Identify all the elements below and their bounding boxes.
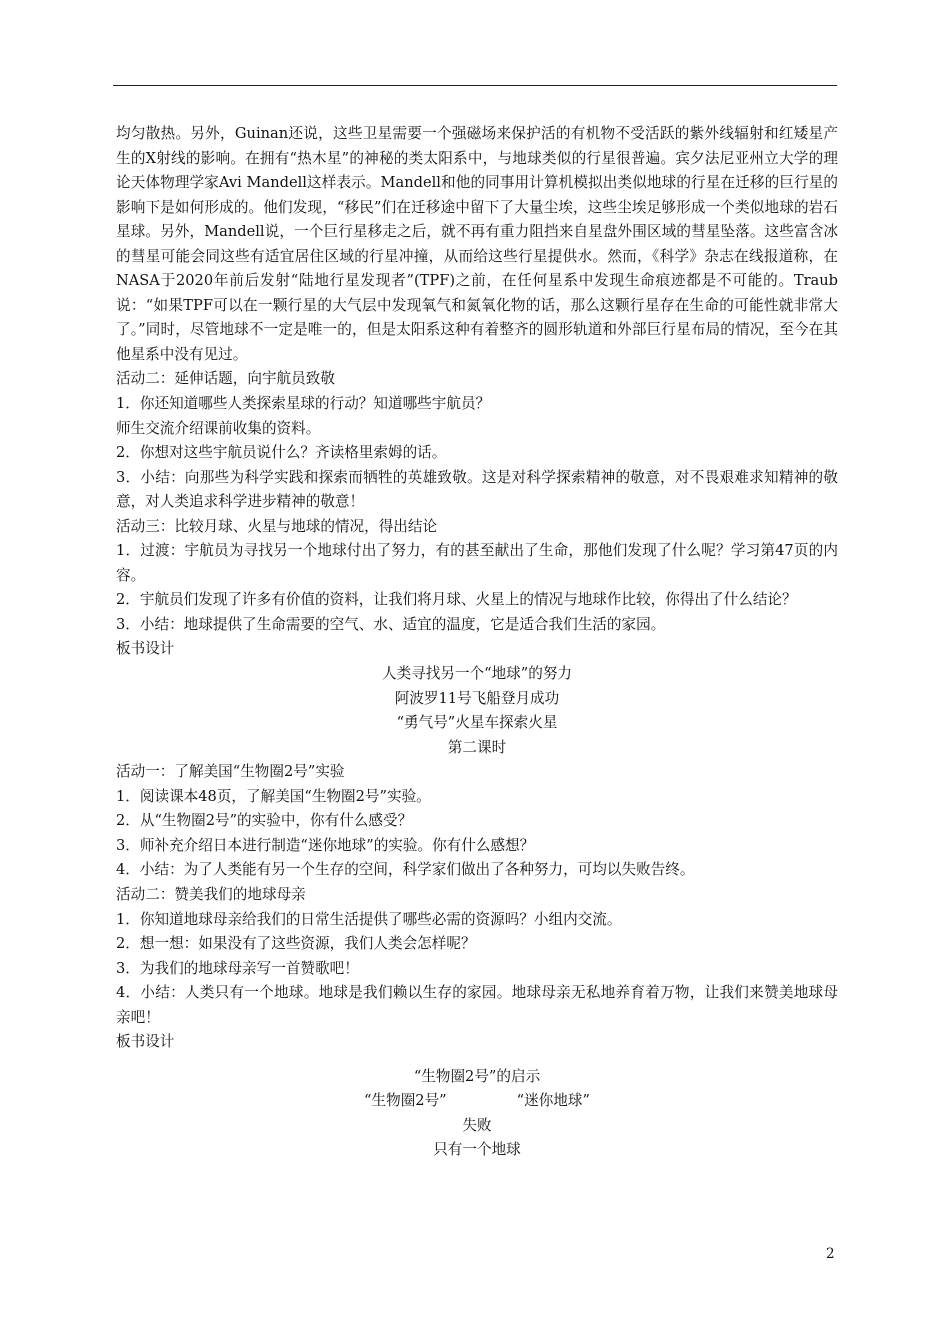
list-item: 2．从“生物圈2号”的实验中，你有什么感受？ bbox=[116, 812, 413, 830]
list-item: 3．为我们的地球母亲写一首赞歌吧！ bbox=[116, 959, 359, 977]
activity-3-heading: 活动三：比较月球、火星与地球的情况，得出结论 bbox=[116, 517, 438, 535]
board2-left: “生物圈2号” bbox=[364, 1092, 447, 1110]
list-item: 1．你还知道哪些人类探索星球的行动？知道哪些宇航员？ bbox=[116, 395, 491, 413]
board1-line: 阿波罗11号飞船登月成功 bbox=[394, 689, 560, 707]
board-design-label: 板书设计 bbox=[116, 640, 175, 658]
document-body bbox=[116, 122, 838, 1163]
board1-line: 人类寻找另一个“地球”的努力 bbox=[381, 665, 573, 683]
board2-right: “迷你地球” bbox=[516, 1092, 590, 1110]
board2-middle: 失败 bbox=[462, 1116, 492, 1134]
activity-2-heading: 活动二：延伸话题，向宇航员致敬 bbox=[116, 370, 335, 388]
list-item: 3．小结：向那些为科学实践和探索而牺牲的英雄致敬。这是对科学探索精神的敬意，对不畏艰难求知精神的敬意，对人类追求科学进步精神的敬意！ bbox=[116, 468, 838, 511]
board2-row bbox=[116, 1089, 838, 1114]
intro-paragraph: 均匀散热。另外，Guinan还说，这些卫星需要一个强磁场来保护活的有机物不受活跃的紫外线辐射和红矮星产生的X射线的影响。在拥有“热木星”的神秘的类太阳系中，与地球类似的行星很普遍。宾夕法尼亚州立大学的理论天体物理学家Avi Mandell这样表示。Mandell和他的同事用计算机模拟出类似地球的行星在迁移的巨行星的影响下是如何形成的。他们发现，“移民”们在迁移途中留下了大量尘埃，这些尘埃足够形成一个类似地球的岩石星球。另外，Mandell说，一个巨行星移走之后，就不再有重力阻挡来自星盘外围区域的彗星坠落。这些富含冰的彗星可能会同这些有适宜居住区域的行星冲撞，从而给这些行星提供水。然而，《科学》杂志在线报道称，在NASA于2020年前后发射“陆地行星发现者”(TPF)之前，在任何星系中发现生命痕迹都是不可能的。Traub说：“如果TPF可以在一颗行星的大气层中发现氧气和氮氧化物的话，那么这颗行星存在生命的可能性就非常大了。”同时，尽管地球不一定是唯一的，但是太阳系这种有着整齐的圆形轨道和外部巨行星布局的情况，至今在其他星系中没有见过。 bbox=[116, 125, 838, 363]
activity-2b-heading: 活动二：赞美我们的地球母亲 bbox=[116, 885, 306, 903]
list-item: 3．小结：地球提供了生命需要的空气、水、适宜的温度，它是适合我们生活的家园。 bbox=[116, 615, 666, 633]
list-item: 师生交流介绍课前收集的资料。 bbox=[116, 419, 321, 437]
list-item: 1．过渡：宇航员为寻找另一个地球付出了努力，有的甚至献出了生命，那他们发现了什么呢？学习第47页的内容。 bbox=[116, 542, 838, 584]
list-item: 1．你知道地球母亲给我们的日常生活提供了哪些必需的资源吗？小组内交流。 bbox=[116, 910, 622, 928]
activity-1-heading: 活动一：了解美国“生物圈2号”实验 bbox=[116, 763, 345, 781]
board-design-label: 板书设计 bbox=[116, 1033, 175, 1051]
list-item: 4．小结：人类只有一个地球。地球是我们赖以生存的家园。地球母亲无私地养育着万物，让我们来赞美地球母亲吧！ bbox=[116, 984, 838, 1026]
page-number: 2 bbox=[826, 1246, 835, 1262]
list-item: 2．你想对这些宇航员说什么？齐读格里索姆的话。 bbox=[116, 444, 447, 462]
board2-title: “生物圈2号”的启示 bbox=[413, 1067, 541, 1085]
lesson2-title: 第二课时 bbox=[447, 738, 507, 756]
list-item: 2．想一想：如果没有了这些资源，我们人类会怎样呢？ bbox=[116, 935, 476, 953]
list-item: 4．小结：为了人类能有另一个生存的空间，科学家们做出了各种努力，可均以失败告终。 bbox=[116, 861, 695, 879]
board1-line: “勇气号”火星车探索火星 bbox=[396, 714, 558, 732]
list-item: 1．阅读课本48页，了解美国“生物圈2号”实验。 bbox=[116, 787, 431, 805]
board2-bottom: 只有一个地球 bbox=[433, 1141, 521, 1159]
list-item: 2．宇航员们发现了许多有价值的资料，让我们将月球、火星上的情况与地球作比较，你得出了什么结论？ bbox=[116, 591, 797, 609]
list-item: 3．师补充介绍日本进行制造“迷你地球”的实验。你有什么感想？ bbox=[116, 836, 535, 854]
header-rule bbox=[113, 85, 837, 86]
